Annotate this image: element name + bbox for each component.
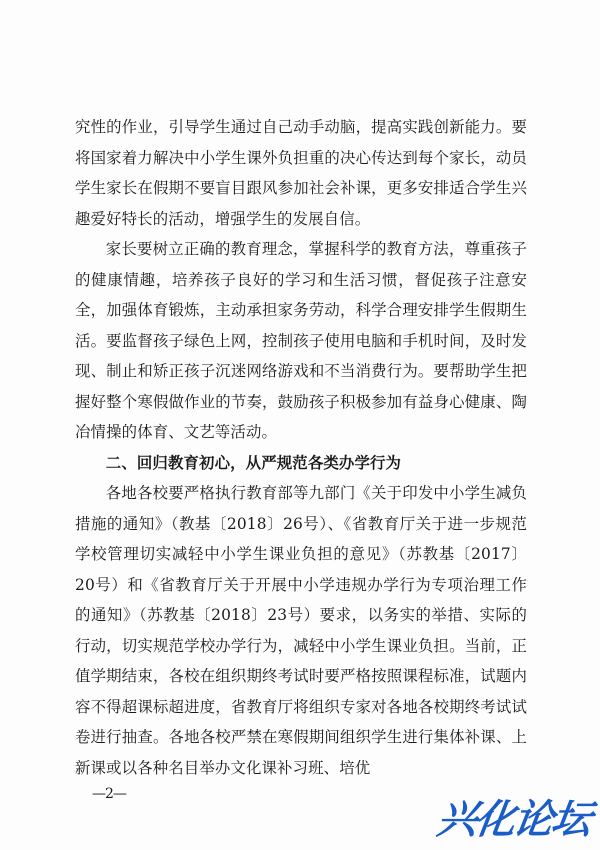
paragraph-parent-guidance: 家长要树立正确的教育理念，掌握科学的教育方法，尊重孩子的健康情趣，培养孩子良好的学习和生活习惯，督促孩子注意安全，加强体育锻炼，主动承担家务劳动，科学合理安排学生假期生活。要监督孩子绿色上网，控制孩子使用电脑和手机时间，及时发现、制止和矫正孩子沉迷网络游戏和不当消费行为。要帮助学生把握好整个寒假做作业的节奏，鼓励孩子积极参加有益身心健康、陶冶情操的体育、文艺等活动。 bbox=[75, 240, 527, 441]
paragraph-school-regulation: 各地各校要严格执行教育部等九部门《关于印发中小学生减负措施的通知》（教基〔2018〕26号）、《省教育厅关于进一步规范学校管理切实减轻中小学生课业负担的意见》（苏教基〔2017〕20号）和《省教育厅关于开展中小学违规办学行为专项治理工作的通知》（苏教基〔2018〕23号）要求，以务实的举措、实际的行动，切实规范学校办学行为，减轻中小学生课业负担。当前，正值学期结束，各校在组织期终考试时要严格按照课程标准，试题内容不得超课标超进度，省教育厅将组织专家对各地各校期终考试试卷进行抽查。各地各校严禁在寒假期间组织学生进行集体补课、上新课或以各种名目举办文化课补习班、培优 bbox=[75, 484, 527, 777]
paragraph-continuation: 究性的作业，引导学生通过自己动手动脑，提高实践创新能力。要将国家着力解决中小学生课外负担重的决心传达到每个家长，动员学生家长在假期不要盲目跟风参加社会补课，更多安排适合学生兴趣爱好特长的活动，增强学生的发展自信。 bbox=[75, 118, 527, 228]
page-number: —2— bbox=[92, 786, 126, 802]
document-body bbox=[75, 112, 527, 783]
section-heading: 二、回归教育初心，从严规范各类办学行为 bbox=[105, 453, 402, 472]
forum-watermark-logo: 兴化论坛 bbox=[434, 796, 593, 843]
